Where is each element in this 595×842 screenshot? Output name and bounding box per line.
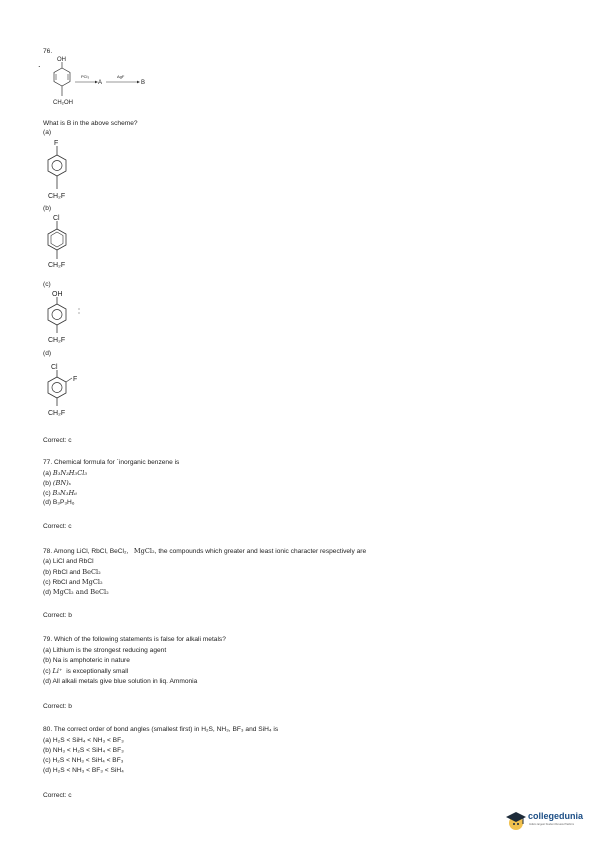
option-80-b: (b) NH₃ < H₂S < SiH₄ < BF₃	[43, 747, 124, 754]
option-b-label: (b)	[43, 205, 52, 212]
option-d-label: (d)	[43, 350, 52, 357]
correct-answer-78: Correct: b	[43, 612, 72, 619]
scheme-product-a: A	[98, 80, 103, 86]
option-78-d: (d) MgCl₂ and BeCl₂	[43, 588, 109, 596]
correct-answer-77: Correct: c	[43, 523, 72, 530]
option-77-c: (c) B₃N₃H₆	[43, 489, 77, 497]
svg-text:CH₂F: CH₂F	[48, 337, 66, 344]
scheme-ch2oh: CH₂OH	[53, 100, 73, 106]
option-79-d: (d) All alkali metals give blue solution in liq. Ammonia	[43, 678, 198, 685]
svg-text:F: F	[73, 376, 78, 383]
brand-name: collegedunia	[528, 811, 584, 821]
question-79-text: 79. Which of the following statements is false for alkali metals?	[43, 636, 226, 643]
scheme-product-b: B	[141, 80, 146, 86]
correct-answer-79: Correct: b	[43, 703, 72, 710]
option-78-b: (b) RbCl and BeCl₂	[43, 568, 101, 576]
option-80-d: (d) H₂S < NH₃ < BF₃ < SiH₄	[43, 767, 124, 774]
svg-text:OH: OH	[52, 291, 63, 298]
option-77-a: (a) B₃N₃H₃Cl₃	[43, 469, 87, 477]
option-c-label: (c)	[43, 281, 51, 288]
scheme-reagent-1: PCl₃	[81, 74, 90, 79]
svg-text:Cl: Cl	[53, 215, 60, 222]
svg-text:CH₂F: CH₂F	[48, 193, 66, 200]
question-78-text: 78. Among LiCl, RbCl, BeCl₂, MgCl₂, the compounds which greater and least ionic character respectively are	[43, 547, 367, 555]
correct-answer-76: Correct: c	[43, 437, 72, 444]
option-78-a: (a) LiCl and RbCl	[43, 558, 94, 565]
option-b-structure	[43, 213, 93, 273]
svg-text:F: F	[54, 140, 59, 147]
option-79-c: (c) Li⁺ is exceptionally small	[43, 667, 129, 675]
option-a-structure	[43, 138, 93, 206]
option-80-a: (a) H₂S < SiH₄ < NH₃ < BF₃	[43, 737, 124, 744]
option-78-c: (c) RbCl and MgCl₂	[43, 578, 103, 586]
question-76-text: What is B in the above scheme?	[43, 120, 138, 127]
question-77-text: 77. Chemical formula for `inorganic benzene is	[43, 459, 180, 466]
question-number: 76.	[43, 48, 53, 55]
collegedunia-logo	[505, 810, 591, 834]
svg-text:CH₂F: CH₂F	[48, 262, 66, 269]
option-79-a: (a) Lithium is the strongest reducing agent	[43, 647, 167, 654]
option-d-structure	[43, 359, 103, 423]
correct-answer-80: Correct: c	[43, 792, 72, 799]
scheme-reagent-2: AgF	[117, 74, 125, 79]
brand-tagline: India's largest Student Review Platform	[529, 823, 575, 826]
option-79-b: (b) Na is amphoteric in nature	[43, 657, 130, 664]
option-c-structure	[43, 289, 103, 349]
question-80-text: 80. The correct order of bond angles (smallest first) in H₂S, NH₃, BF₃ and SiH₄ is	[43, 726, 279, 733]
svg-text:CH₂F: CH₂F	[48, 410, 66, 417]
option-77-b: (b) (BN)ₓ	[43, 479, 72, 487]
option-80-c: (c) H₂S < NH₃ < SiH₄ < BF₃	[43, 757, 124, 764]
option-77-d: (d) B₃P₃H₆	[43, 499, 75, 506]
bullet-mark: .	[38, 59, 41, 69]
option-a-label: (a)	[43, 129, 52, 136]
reaction-scheme	[45, 55, 165, 115]
scheme-oh: OH	[57, 57, 66, 63]
svg-text:Cl: Cl	[51, 364, 58, 371]
graduation-cap-icon	[505, 810, 527, 832]
